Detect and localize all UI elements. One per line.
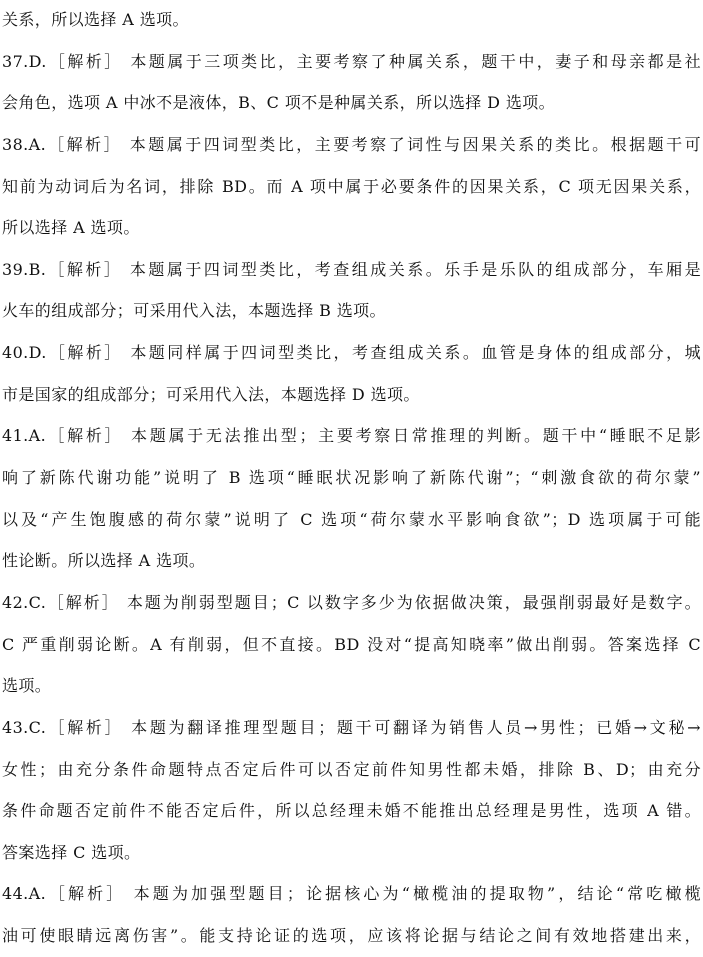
text-line: 39.B.［解析］ 本题属于四词型类比，考查组成关系。乐手是乐队的组成部分，车厢是 xyxy=(2,259,701,279)
text-line: 38.A.［解析］ 本题属于四词型类比，主要考察了词性与因果关系的类比。根据题干可 xyxy=(2,134,701,154)
text-line: 以及“产生饱腹感的荷尔蒙”说明了 C 选项“荷尔蒙水平影响食欲”；D 选项属于可能 xyxy=(2,509,701,529)
text-line: 会角色，选项 A 中冰不是液体，B、C 项不是种属关系，所以选择 D 选项。 xyxy=(2,93,556,113)
text-line: 44.A.［解析］ 本题为加强型题目；论据核心为“橄榄油的提取物”，结论“常吃橄榄 xyxy=(2,884,701,904)
text-line: 答案选择 C 选项。 xyxy=(2,842,141,862)
text-line: 响了新陈代谢功能”说明了 B 选项“睡眠状况影响了新陈代谢”；“刺激食欲的荷尔蒙” xyxy=(2,468,701,488)
text-line: 40.D.［解析］ 本题同样属于四词型类比，考查组成关系。血管是身体的组成部分，城 xyxy=(2,343,701,363)
text-line: 关系，所以选择 A 选项。 xyxy=(2,10,189,29)
text-line: 41.A.［解析］ 本题属于无法推出型；主要考察日常推理的判断。题干中“睡眠不足影 xyxy=(2,426,701,446)
text-line: 性论断。所以选择 A 选项。 xyxy=(2,551,206,571)
text-line: 市是国家的组成部分；可采用代入法，本题选择 D 选项。 xyxy=(2,384,420,404)
text-line: 条件命题否定前件不能否定后件，所以总经理未婚不能推出总经理是男性，选项 A 错。 xyxy=(2,801,701,821)
text-line: 37.D.［解析］ 本题属于三项类比，主要考察了种属关系，题干中，妻子和母亲都是社 xyxy=(2,51,701,71)
text-line: 所以选择 A 选项。 xyxy=(2,218,140,238)
text-line: 女性；由充分条件命题特点否定后件可以否定前件知男性都未婚，排除 B、D；由充分 xyxy=(2,759,701,779)
text-line: 油可使眼睛远离伤害”。能支持论证的选项，应该将论据与结论之间有效地搭建出来， xyxy=(2,926,701,946)
text-line: 选项。 xyxy=(2,676,52,696)
text-line: 知前为动词后为名词，排除 BD。而 A 项中属于必要条件的因果关系，C 项无因果关系， xyxy=(2,176,701,196)
text-line: 43.C.［解析］ 本题为翻译推理型题目；题干可翻译为销售人员→男性；已婚→文秘→ xyxy=(2,717,701,737)
text-line: 火车的组成部分；可采用代入法，本题选择 B 选项。 xyxy=(2,301,386,321)
text-line: 42.C.［解析］ 本题为削弱型题目；C 以数字多少为依据做决策，最强削弱最好是数字。 xyxy=(2,592,701,612)
text-line: C 严重削弱论断。A 有削弱，但不直接。BD 没对“提高知晓率”做出削弱。答案选择 C xyxy=(2,634,701,654)
